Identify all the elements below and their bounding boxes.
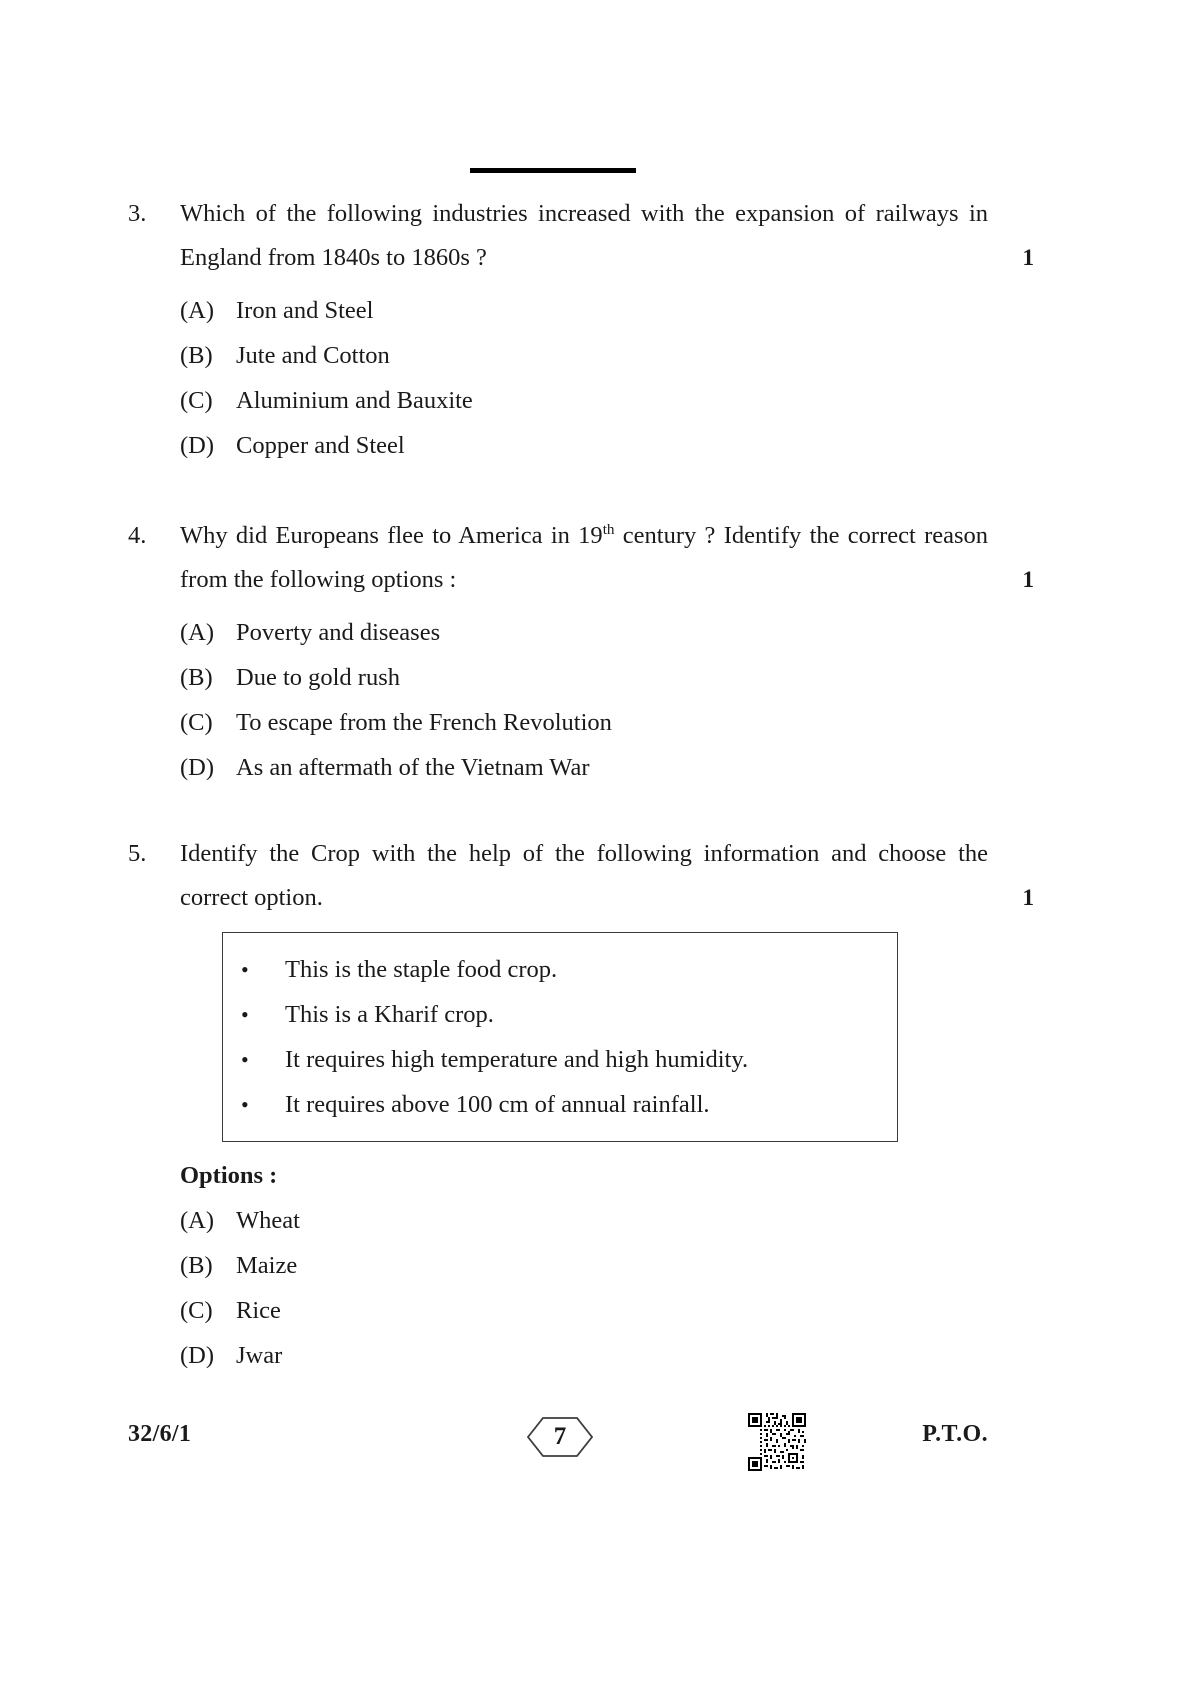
bullet-icon: • xyxy=(241,1092,249,1117)
bullet-icon: • xyxy=(241,1002,249,1027)
question-5-marks: 1 xyxy=(1022,885,1034,910)
question-3-statement xyxy=(128,192,1034,280)
option-label: To escape from the French Revolution xyxy=(236,709,612,736)
info-bullet-text: This is the staple food crop. xyxy=(285,956,558,983)
option-row[interactable] xyxy=(180,1198,988,1243)
top-rule-divider xyxy=(470,168,636,173)
paper-code: 32/6/1 xyxy=(128,1421,192,1447)
info-bullet-text: It requires high temperature and high humidity. xyxy=(285,1046,749,1073)
option-key: (C) xyxy=(180,387,213,414)
question-4-text-part2: century ? Identify the correct reason from the following options : xyxy=(180,522,989,593)
question-4 xyxy=(128,514,1034,790)
option-label: Jwar xyxy=(236,1342,283,1369)
question-spacer xyxy=(128,468,988,514)
option-row[interactable] xyxy=(180,655,988,700)
option-row[interactable] xyxy=(180,423,988,468)
option-key: (B) xyxy=(180,342,213,369)
option-row[interactable] xyxy=(180,378,988,423)
turn-over-note: P.T.O. xyxy=(922,1421,988,1447)
page-footer xyxy=(128,1413,988,1473)
info-bullet-item xyxy=(223,1037,897,1082)
question-3-number: 3. xyxy=(128,200,147,227)
question-5-number: 5. xyxy=(128,840,147,867)
option-key: (D) xyxy=(180,432,215,459)
option-label: Copper and Steel xyxy=(236,432,405,459)
question-4-text-part1: Why did Europeans flee to America in 19 xyxy=(180,522,603,549)
option-label: Poverty and diseases xyxy=(236,619,441,646)
question-4-options xyxy=(128,610,988,790)
option-label: Rice xyxy=(236,1297,281,1324)
option-row[interactable] xyxy=(180,333,988,378)
question-5-text: Identify the Crop with the help of the following information and choose the correct option. xyxy=(180,840,988,911)
info-bullet-item xyxy=(223,1082,897,1127)
question-content-column xyxy=(128,192,1034,1378)
page-number-badge xyxy=(510,1413,610,1461)
option-key: (C) xyxy=(180,709,213,736)
info-bullet-text: This is a Kharif crop. xyxy=(285,1001,494,1028)
qr-code xyxy=(748,1413,806,1471)
page-number-value: 7 xyxy=(553,1423,567,1450)
option-key: (D) xyxy=(180,1342,215,1369)
info-bullet-item xyxy=(223,992,897,1037)
option-row[interactable] xyxy=(180,745,988,790)
question-4-number: 4. xyxy=(128,522,147,549)
question-4-statement xyxy=(128,514,1034,602)
info-bullet-item xyxy=(223,947,897,992)
ordinal-superscript: th xyxy=(602,520,615,538)
question-5-options xyxy=(128,1198,988,1378)
options-heading: Options : xyxy=(180,1162,278,1189)
option-label: As an aftermath of the Vietnam War xyxy=(236,754,590,781)
question-3-marks: 1 xyxy=(1022,245,1034,270)
option-key: (A) xyxy=(180,619,215,646)
option-key: (B) xyxy=(180,664,213,691)
option-key: (C) xyxy=(180,1297,213,1324)
option-key: (B) xyxy=(180,1252,213,1279)
question-3 xyxy=(128,192,1034,468)
crop-information-box xyxy=(222,932,898,1142)
option-row[interactable] xyxy=(180,1288,988,1333)
option-row[interactable] xyxy=(180,700,988,745)
info-bullet-text: It requires above 100 cm of annual rainfall. xyxy=(285,1091,710,1118)
option-key: (A) xyxy=(180,297,215,324)
question-5 xyxy=(128,832,1034,1378)
option-row[interactable] xyxy=(180,288,988,333)
question-4-marks: 1 xyxy=(1022,567,1034,592)
option-label: Due to gold rush xyxy=(236,664,400,691)
option-key: (A) xyxy=(180,1207,215,1234)
option-row[interactable] xyxy=(180,1333,988,1378)
bullet-icon: • xyxy=(241,957,249,982)
option-row[interactable] xyxy=(180,1243,988,1288)
option-label: Aluminium and Bauxite xyxy=(236,387,473,414)
option-label: Wheat xyxy=(236,1207,300,1234)
bullet-icon: • xyxy=(241,1047,249,1072)
option-label: Jute and Cotton xyxy=(236,342,390,369)
option-label: Iron and Steel xyxy=(236,297,374,324)
question-3-options xyxy=(128,288,988,468)
question-5-statement xyxy=(128,832,1034,920)
option-label: Maize xyxy=(236,1252,298,1279)
option-key: (D) xyxy=(180,754,215,781)
question-spacer xyxy=(128,790,988,832)
option-row[interactable] xyxy=(180,610,988,655)
question-3-text: Which of the following industries increased with the expansion of railways in England from 1840s to 1860s ? xyxy=(180,200,988,271)
